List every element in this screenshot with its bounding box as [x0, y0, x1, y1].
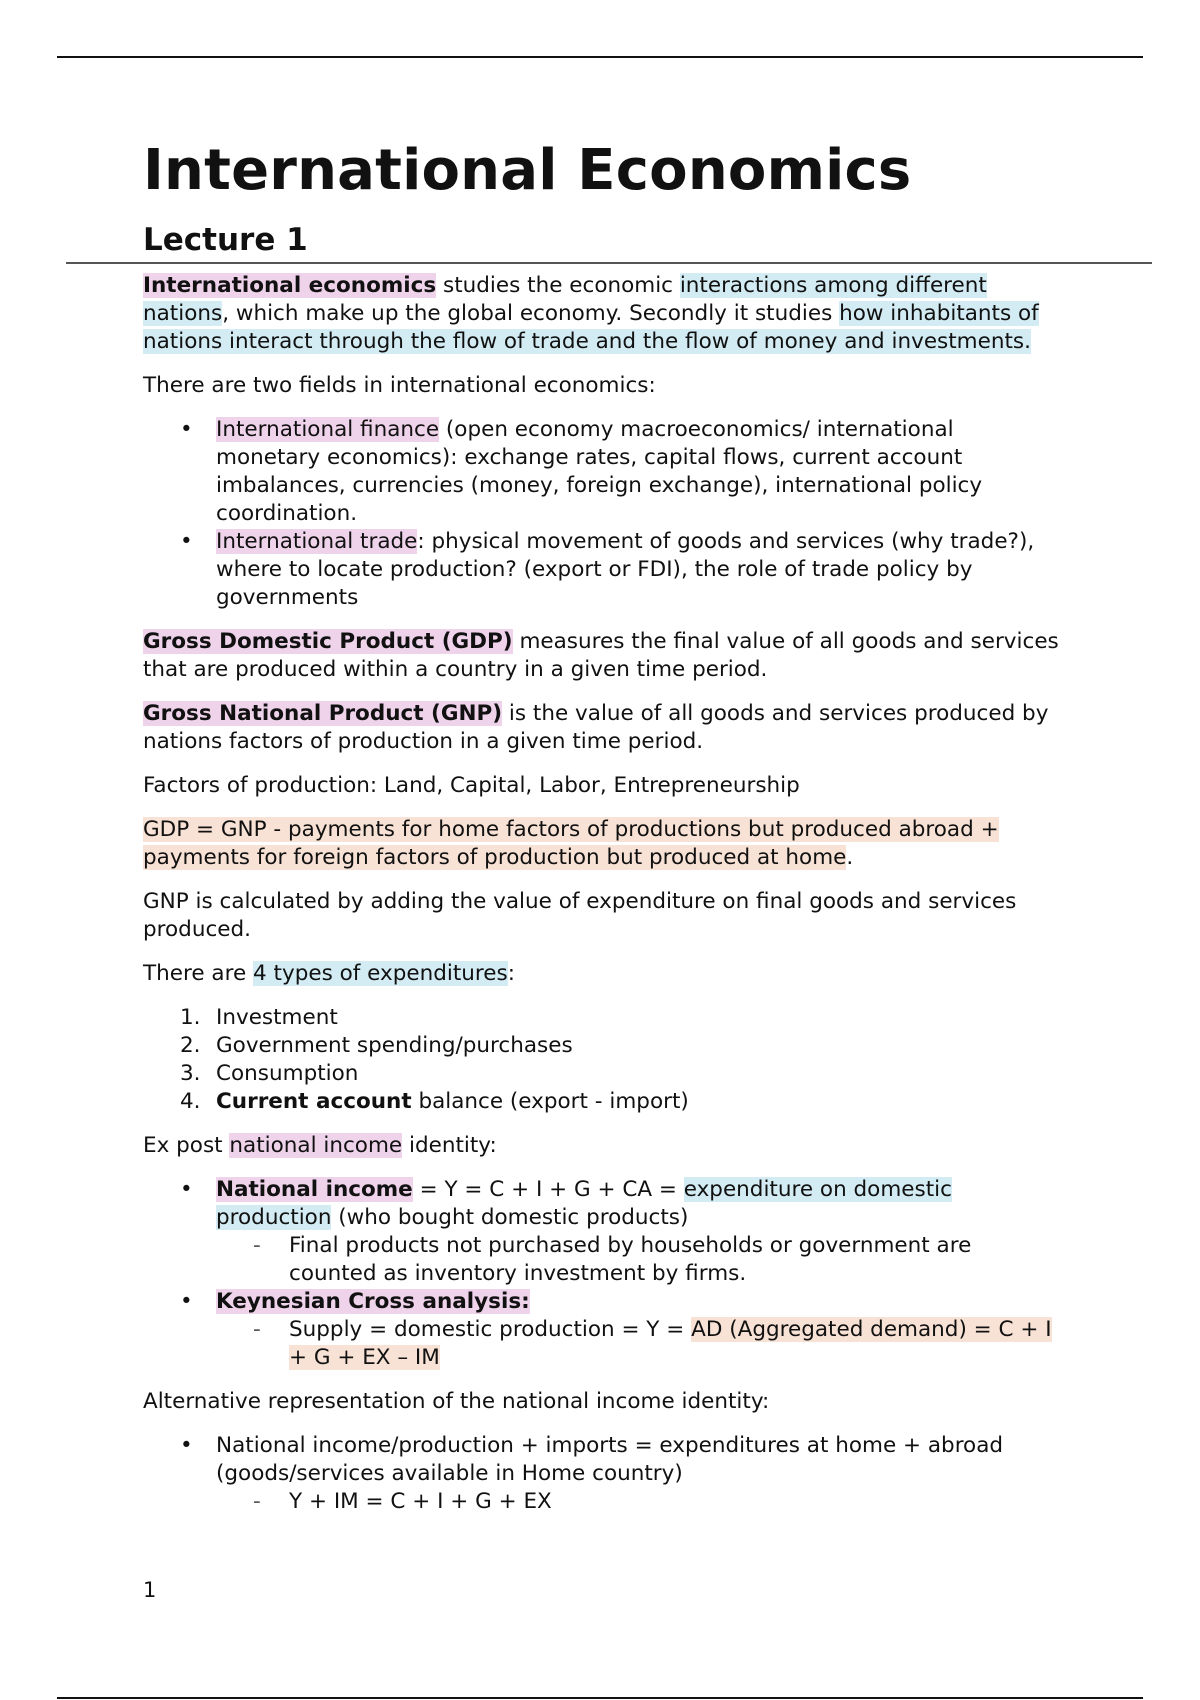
text: .: [846, 845, 854, 870]
gdp-definition: [143, 628, 1063, 684]
text: is the value of all goods and services produced by nations factors of production in a given time period.: [143, 701, 1049, 754]
intro-paragraph: [143, 272, 1063, 356]
term-international-economics: International economics: [143, 273, 437, 298]
highlight-inhabitants: how inhabitants of nations interact through the flow of trade and the flow of money and investments.: [143, 301, 1039, 354]
alternative-list: [143, 1432, 1063, 1516]
gdp-formula: [143, 816, 1063, 872]
fields-list: [143, 416, 1063, 612]
term-international-trade: International trade: [216, 529, 418, 554]
list-item: [289, 1316, 1063, 1372]
text: (open economy macroeconomics/ international monetary economics): exchange rates, capital flows, current account imbalances, currencies (money, foreign exchange), international policy coordination.: [216, 417, 983, 526]
document-title: International Economics: [143, 138, 912, 203]
text: , which make up the global economy. Secondly it studies: [222, 301, 840, 326]
highlight-national-income: national income: [229, 1133, 403, 1158]
factors-of-production: Factors of production: Land, Capital, Labor, Entrepreneurship: [143, 773, 800, 798]
highlight-expenditure-domestic: expenditure on domestic production: [216, 1177, 952, 1230]
list-item: [216, 1288, 1063, 1372]
expost-intro: [143, 1132, 1063, 1160]
sub-list: [216, 1488, 1063, 1516]
list-number: 1.: [180, 1005, 201, 1030]
text: Supply = domestic production = Y =: [289, 1317, 692, 1342]
heading-rule: [66, 262, 1152, 264]
list-item: [216, 1432, 1063, 1516]
text: = Y = C + I + G + CA =: [412, 1177, 684, 1202]
list-number: 4.: [180, 1089, 201, 1114]
term-gdp: Gross Domestic Product (GDP): [143, 629, 513, 654]
sub-list: [216, 1232, 1063, 1288]
gnp-calculation: GNP is calculated by adding the value of expenditure on final goods and services produced.: [143, 889, 1017, 942]
highlight-gdp-formula: GDP = GNP - payments for home factors of productions but produced abroad + payments for foreign factors of production but produced at home: [143, 817, 999, 870]
highlight-expenditure-types: 4 types of expenditures: [253, 961, 508, 986]
text: There are: [143, 961, 254, 986]
text: (who bought domestic products): [331, 1205, 689, 1230]
list-number: 3.: [180, 1061, 201, 1086]
text: : physical movement of goods and services (why trade?), where to locate production? (export or FDI), the role of trade policy by governments: [216, 529, 1035, 610]
term-current-account: Current account: [216, 1089, 412, 1114]
alternative-intro: Alternative representation of the national income identity:: [143, 1389, 770, 1414]
text: balance (export - import): [411, 1089, 689, 1114]
list-item: [180, 1004, 1063, 1032]
list-item: - Y + IM = C + I + G + EX: [289, 1488, 1063, 1516]
gnp-definition: [143, 700, 1063, 756]
text: Consumption: [216, 1061, 359, 1086]
list-item: [180, 1088, 1063, 1116]
expenditures-intro: [143, 960, 1063, 988]
expenditures-list: [143, 1004, 1063, 1116]
list-item: [180, 1032, 1063, 1060]
text: studies the economic: [436, 273, 680, 298]
term-keynesian-cross: Keynesian Cross analysis:: [216, 1289, 530, 1314]
list-number: 2.: [180, 1033, 201, 1058]
page-number: 1: [143, 1578, 157, 1602]
text: National income/production + imports = expenditures at home + abroad (goods/services available in Home country): [216, 1433, 1004, 1486]
list-item: [216, 416, 1063, 528]
top-rule: [57, 56, 1143, 58]
term-national-income: National income: [216, 1177, 413, 1202]
text: Government spending/purchases: [216, 1033, 573, 1058]
national-income-list: [143, 1176, 1063, 1372]
fields-intro: There are two fields in international economics:: [143, 373, 656, 398]
term-gnp: Gross National Product (GNP): [143, 701, 503, 726]
text: Investment: [216, 1005, 338, 1030]
list-item: [216, 528, 1063, 612]
text: measures the final value of all goods and services that are produced within a country in a given time period.: [143, 629, 1059, 682]
text: identity:: [402, 1133, 497, 1158]
highlight-interactions: interactions among different nations: [143, 273, 987, 326]
sub-list: [216, 1316, 1063, 1372]
list-item: [180, 1060, 1063, 1088]
list-item: - Final products not purchased by households or government are counted as inventory investment by firms.: [289, 1232, 1063, 1288]
list-item: [216, 1176, 1063, 1288]
text: :: [507, 961, 515, 986]
lecture-heading: Lecture 1: [143, 222, 308, 258]
bottom-rule: [57, 1697, 1143, 1699]
text: Ex post: [143, 1133, 230, 1158]
term-international-finance: International finance: [216, 417, 440, 442]
document-body: [143, 272, 1063, 1532]
highlight-aggregate-demand: AD (Aggregated demand) = C + I + G + EX – IM: [289, 1317, 1052, 1370]
